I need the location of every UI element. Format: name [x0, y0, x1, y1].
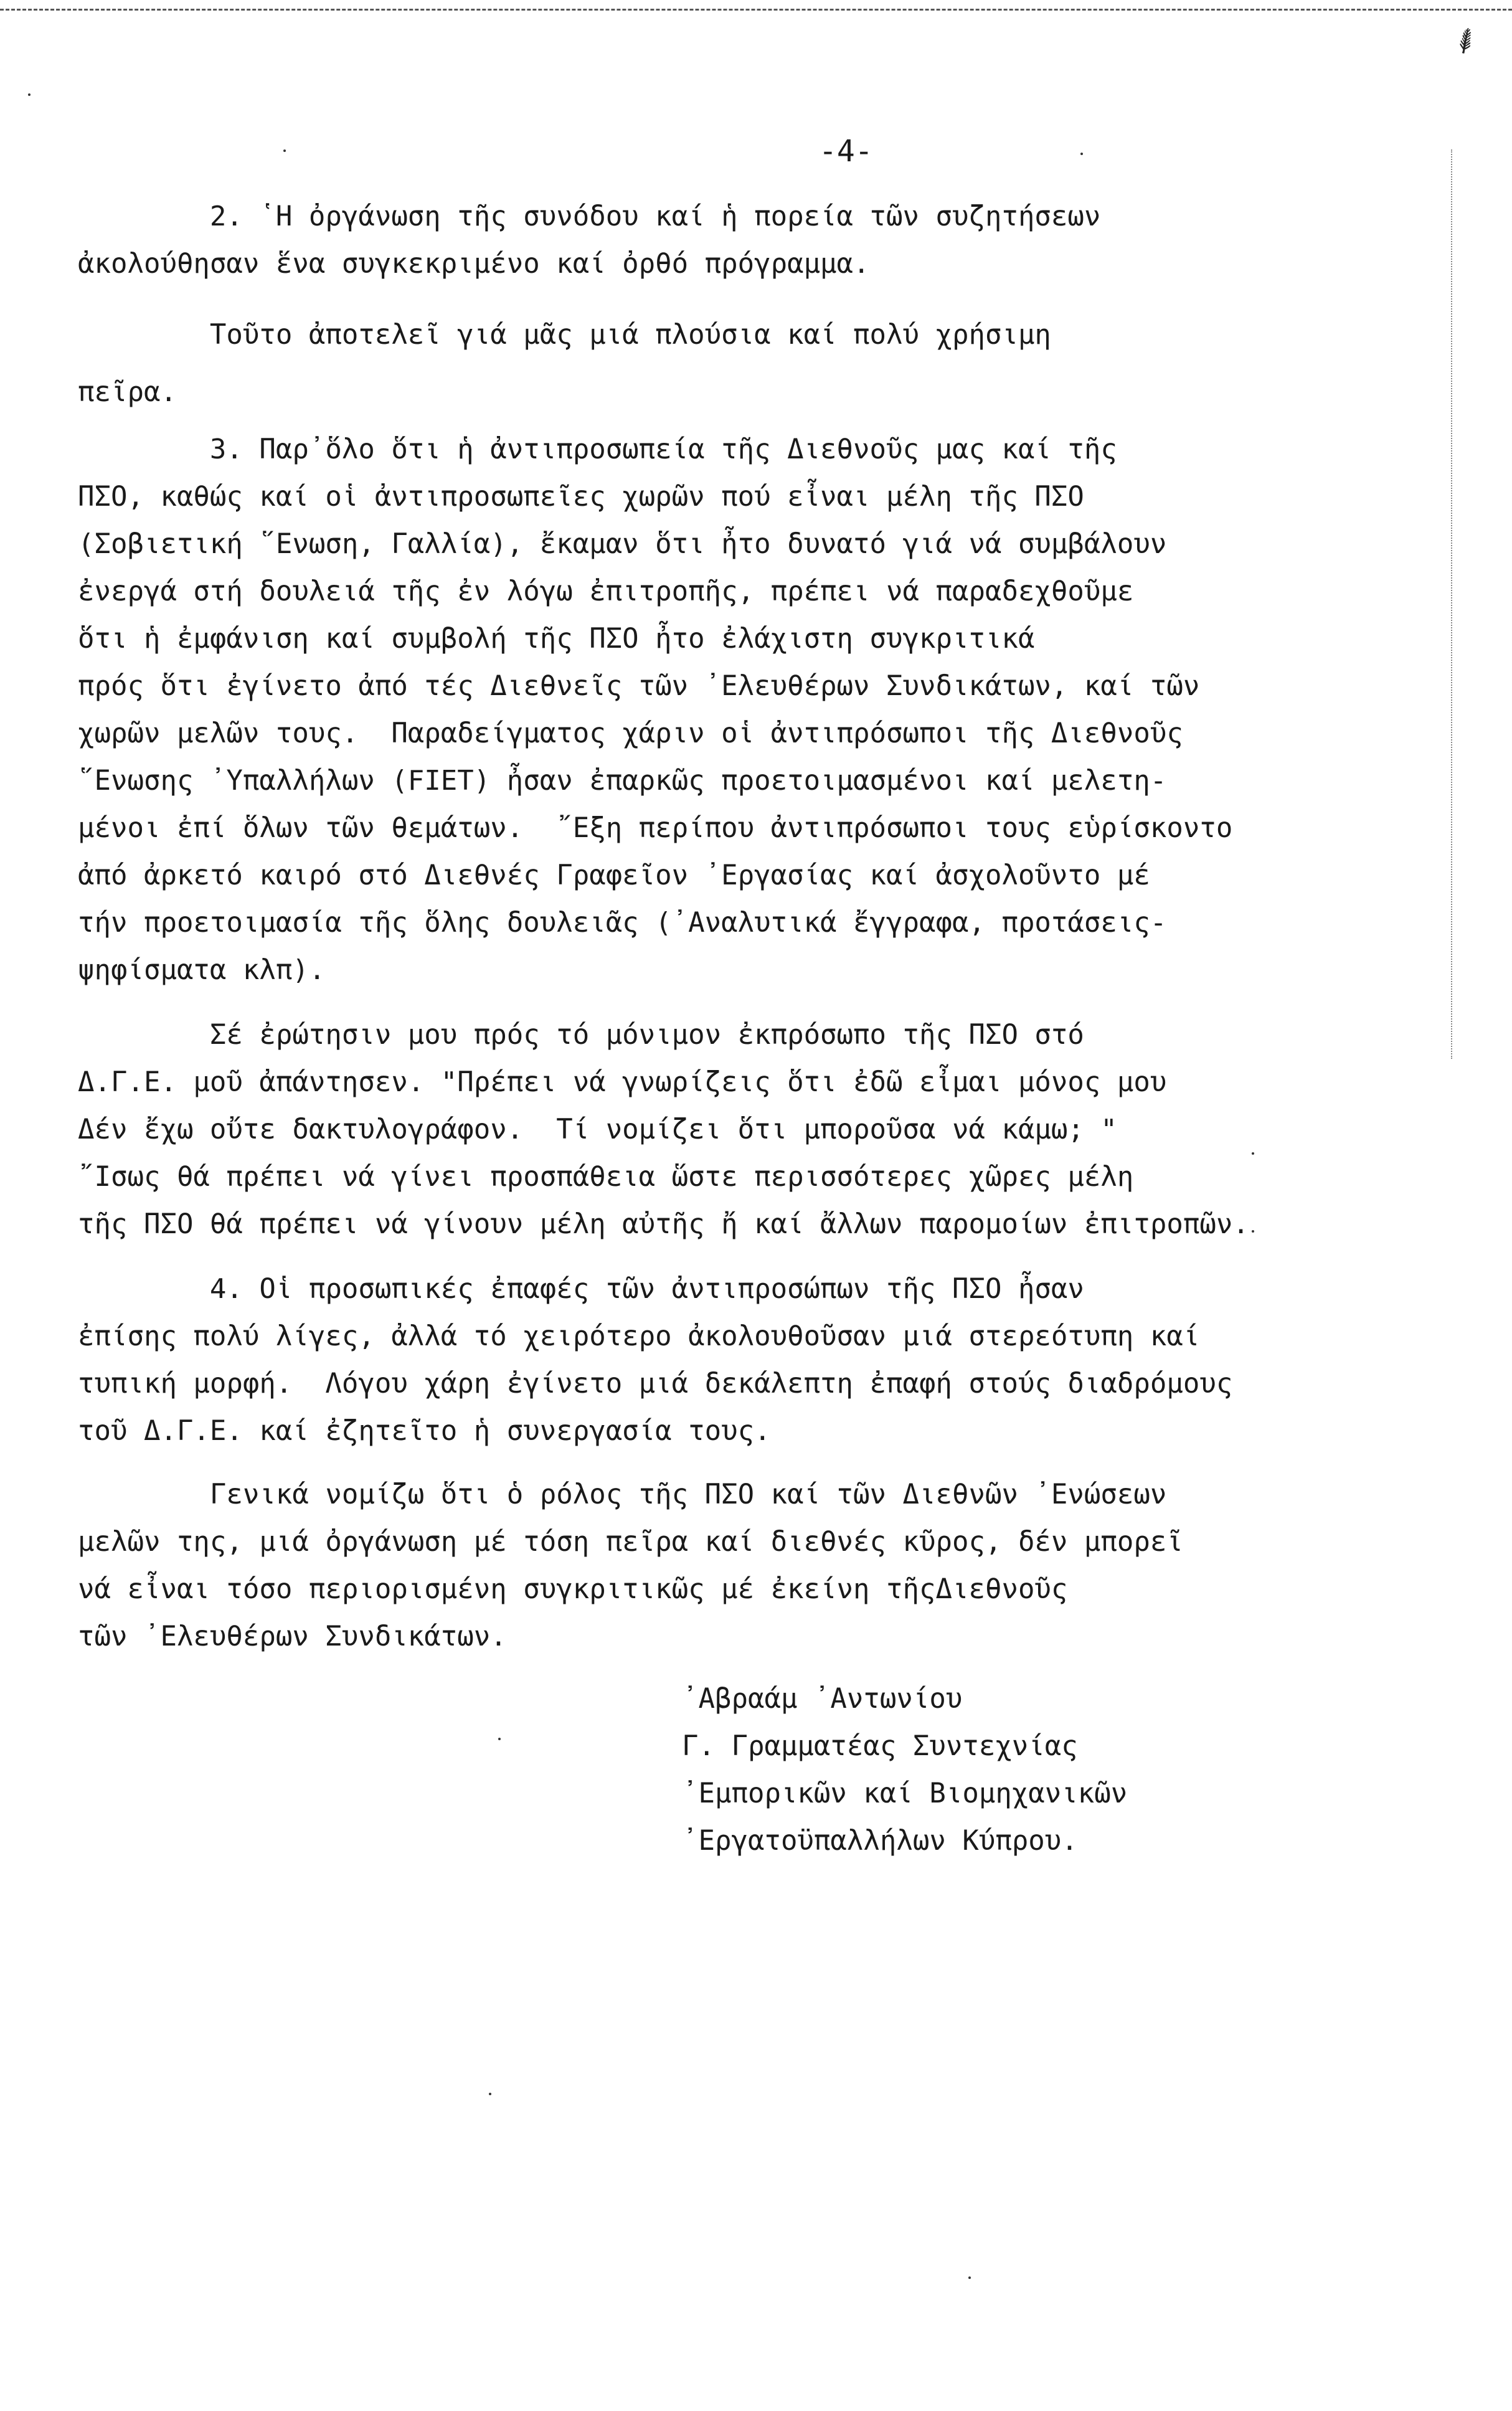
scan-speck: [1080, 153, 1083, 155]
text-line: χωρῶν μελῶν τους. Παραδείγματος χάριν οἱ ἀντιπρόσωποι τῆς Διεθνοῦς: [78, 718, 1183, 749]
page-number: -4-: [819, 134, 873, 169]
scan-speck: [489, 2093, 491, 2095]
scan-speck: [968, 2276, 971, 2279]
top-edge-rule: [0, 9, 1512, 11]
margin-rule: [1451, 149, 1452, 1059]
text-line: 4. Οἱ προσωπικές ἐπαφές τῶν ἀντιπροσώπων τῆς ΠΣΟ ἦσαν: [78, 1273, 1084, 1305]
signature-org-line: ᾿Εμπορικῶν καί Βιομηχανικῶν: [682, 1778, 1128, 1809]
text-line: μένοι ἐπί ὅλων τῶν θεμάτων. ῎Εξη περίπου ἀντιπρόσωποι τους εὑρίσκοντο: [78, 812, 1233, 844]
text-line: 2. ῾Η ὀργάνωση τῆς συνόδου καί ἡ πορεία τῶν συζητήσεων: [78, 201, 1101, 232]
text-line: ἐνεργά στή δουλειά τῆς ἐν λόγω ἐπιτροπῆς, πρέπει νά παραδεχθοῦμε: [78, 576, 1134, 607]
text-line: τοῦ Δ.Γ.Ε. καί ἐζητεῖτο ἡ συνεργασία τους.: [78, 1415, 771, 1447]
text-line: πρός ὅτι ἐγίνετο ἀπό τές Διεθνεῖς τῶν ᾿Ελευθέρων Συνδικάτων, καί τῶν: [78, 670, 1200, 702]
signature-title: Γ. Γραμματέας Συντεχνίας: [682, 1730, 1078, 1762]
text-line: ῎Ισως θά πρέπει νά γίνει προσπάθεια ὥστε περισσότερες χῶρες μέλη: [78, 1161, 1134, 1193]
text-line: Δέν ἔχω οὔτε δακτυλογράφον. Τί νομίζει ὅτι μποροῦσα νά κάμω; ": [78, 1114, 1117, 1145]
text-line: 3. Παρ᾿ὅλο ὅτι ἡ ἀντιπροσωπεία τῆς Διεθνοῦς μας καί τῆς: [78, 433, 1117, 465]
scan-speck: [28, 93, 31, 96]
signature-name: ᾿Αβραάμ ᾿Αντωνίου: [682, 1683, 963, 1715]
text-line: τυπική μορφή. Λόγου χάρη ἐγίνετο μιά δεκάλεπτη ἐπαφή στούς διαδρόμους: [78, 1368, 1233, 1400]
text-line: (Σοβιετική ῞Ενωση, Γαλλία), ἔκαμαν ὅτι ἦτο δυνατό γιά νά συμβάλουν: [78, 528, 1167, 560]
text-line: ΠΣΟ, καθώς καί οἱ ἀντιπροσωπεῖες χωρῶν πού εἶναι μέλη τῆς ΠΣΟ: [78, 481, 1084, 513]
scan-speck: [1252, 1152, 1254, 1155]
text-line: ὅτι ἡ ἐμφάνιση καί συμβολή τῆς ΠΣΟ ἦτο ἐλάχιστη συγκριτικά: [78, 623, 1035, 655]
text-line: Γενικά νομίζω ὅτι ὁ ρόλος τῆς ΠΣΟ καί τῶν Διεθνῶν ᾿Ενώσεων: [78, 1479, 1167, 1510]
scan-speck: [498, 1738, 501, 1740]
text-line: τῶν ᾿Ελευθέρων Συνδικάτων.: [78, 1621, 507, 1652]
text-line: ῞Ενωσης ᾿Υπαλλήλων (FIET) ἦσαν ἐπαρκῶς προετοιμασμένοι καί μελετη-: [78, 765, 1167, 797]
text-line: ἀκολούθησαν ἕνα συγκεκριμένο καί ὀρθό πρόγραμμα.: [78, 248, 870, 280]
signature-org-line: ᾿Εργατοϋπαλλήλων Κύπρου.: [682, 1825, 1078, 1857]
text-line: πεῖρα.: [78, 376, 177, 408]
text-line: Δ.Γ.Ε. μοῦ ἀπάντησεν. "Πρέπει νά γνωρίζεις ὅτι ἐδῶ εἶμαι μόνος μου: [78, 1066, 1167, 1098]
corner-mark: ⸙: [1445, 14, 1486, 65]
text-line: Τοῦτο ἀποτελεῖ γιά μᾶς μιά πλούσια καί πολύ χρήσιμη: [78, 319, 1051, 351]
text-line: ἐπίσης πολύ λίγες, ἀλλά τό χειρότερο ἀκολουθοῦσαν μιά στερεότυπη καί: [78, 1320, 1200, 1352]
text-line: Σέ ἐρώτησιν μου πρός τό μόνιμον ἐκπρόσωπο τῆς ΠΣΟ στό: [78, 1019, 1084, 1051]
scan-speck: [283, 149, 286, 152]
text-line: μελῶν της, μιά ὀργάνωση μέ τόση πεῖρα καί διεθνές κῦρος, δέν μπορεῖ: [78, 1526, 1183, 1558]
text-line: ψηφίσματα κλπ).: [78, 954, 326, 986]
scan-speck: [1252, 1230, 1254, 1233]
text-line: νά εἶναι τόσο περιορισμένη συγκριτικῶς μέ ἐκείνη τῆςΔιεθνοῦς: [78, 1573, 1068, 1605]
text-line: τήν προετοιμασία τῆς ὅλης δουλειᾶς (᾿Αναλυτικά ἔγγραφα, προτάσεις-: [78, 907, 1167, 939]
text-line: ἀπό ἀρκετό καιρό στό Διεθνές Γραφεῖον ᾿Εργασίας καί ἀσχολοῦντο μέ: [78, 860, 1150, 891]
text-line: τῆς ΠΣΟ θά πρέπει νά γίνουν μέλη αὐτῆς ἤ καί ἄλλων παρομοίων ἐπιτροπῶν.: [78, 1208, 1249, 1240]
